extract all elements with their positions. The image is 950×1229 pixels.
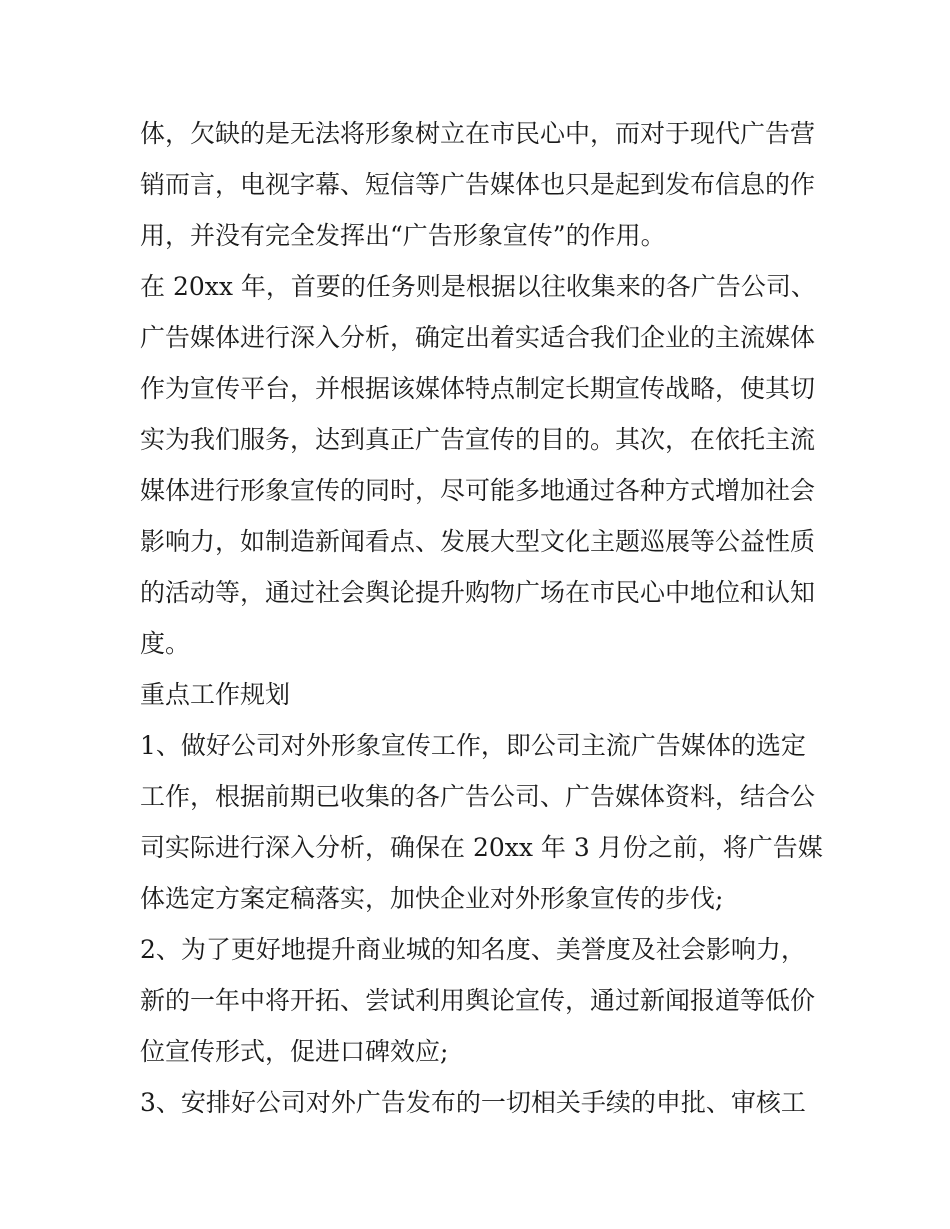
- text-line: 作为宣传平台，并根据该媒体特点制定长期宣传战略，使其切: [140, 374, 816, 403]
- paragraph-intro-continuation: [140, 108, 816, 261]
- list-item-3: [140, 1077, 812, 1128]
- list-item-1: [140, 720, 823, 924]
- text-line: 工作，根据前期已收集的各广告公司、广告媒体资料，结合公: [140, 782, 816, 811]
- text-line: 广告媒体进行深入分析，确定出着实适合我们企业的主流媒体: [140, 323, 816, 352]
- list-item-2: [140, 924, 816, 1077]
- text-line: 度。: [140, 629, 191, 658]
- text-line: 体选定方案定稿落实，加快企业对外形象宣传的步伐;: [140, 884, 724, 913]
- text-line: 3、安排好公司对外广告发布的一切相关手续的申批、审核工: [140, 1088, 806, 1117]
- paragraph-annual-task: [140, 261, 816, 669]
- text-line: 位宣传形式，促进口碑效应;: [140, 1037, 449, 1066]
- text-line: 体，欠缺的是无法将形象树立在市民心中，而对于现代广告营: [140, 119, 816, 148]
- text-line: 实为我们服务，达到真正广告宣传的目的。其次，在依托主流: [140, 425, 816, 454]
- text-line: 新的一年中将开拓、尝试利用舆论宣传，通过新闻报道等低价: [140, 986, 816, 1015]
- text-line: 司实际进行深入分析，确保在 20xx 年 3 月份之前，将广告媒: [140, 833, 823, 862]
- section-heading-text: 重点工作规划: [140, 680, 291, 709]
- section-heading: [140, 669, 812, 720]
- text-line: 1、做好公司对外形象宣传工作，即公司主流广告媒体的选定: [140, 731, 806, 760]
- document-body: [140, 108, 823, 1128]
- text-line: 影响力，如制造新闻看点、发展大型文化主题巡展等公益性质: [140, 527, 816, 556]
- text-line: 用，并没有完全发挥出“广告形象宣传”的作用。: [140, 221, 666, 250]
- text-line: 的活动等，通过社会舆论提升购物广场在市民心中地位和认知: [140, 578, 816, 607]
- text-line: 在 20xx 年，首要的任务则是根据以往收集来的各广告公司、: [140, 272, 816, 301]
- text-line: 2、为了更好地提升商业城的知名度、美誉度及社会影响力，: [140, 935, 806, 964]
- text-line: 销而言，电视字幕、短信等广告媒体也只是起到发布信息的作: [140, 170, 816, 199]
- text-line: 媒体进行形象宣传的同时，尽可能多地通过各种方式增加社会: [140, 476, 816, 505]
